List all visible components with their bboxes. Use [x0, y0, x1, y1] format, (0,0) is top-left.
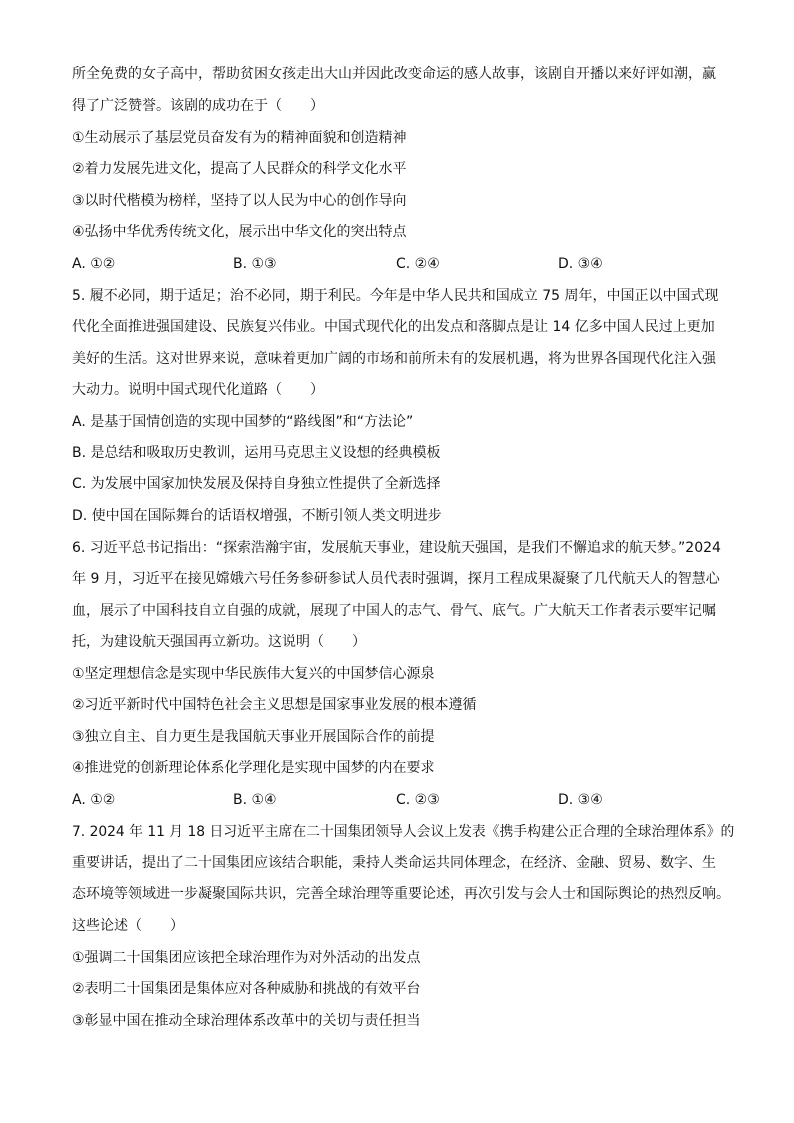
q5-option-a: A. 是基于国情创造的实现中国梦的“路线图”和“方法论”: [72, 414, 414, 430]
q5-option-c: C. 为发展中国家加快发展及保持自身独立性提供了全新选择: [72, 476, 441, 492]
q4-statement-2: ②着力发展先进文化，提高了人民群众的科学文化水平: [72, 161, 407, 177]
q7-stem-line-3: 态环境等领域进一步凝聚国际共识，完善全球治理等重要论述，再次引发与会人士和国际舆论的热烈反响。: [72, 886, 730, 902]
q7-statement-3: ③彰显中国在推动全球治理体系改革中的关切与责任担当: [72, 1013, 421, 1029]
q7-stem-line-2: 重要讲话，提出了二十国集团应该结合职能，秉持人类命运共同体理念，在经济、金融、贸易、数字、生: [72, 855, 716, 871]
q7-statement-2: ②表明二十国集团是集体应对各种威胁和挑战的有效平台: [72, 981, 421, 997]
q4-option-b: B. ①③: [233, 256, 277, 272]
q4-statement-4: ④弘扬中华优秀传统文化，展示出中华文化的突出特点: [72, 224, 407, 240]
q6-statement-4: ④推进党的创新理论体系化学理化是实现中国梦的内在要求: [72, 760, 435, 776]
q6-stem-line-2: 年 9 月，习近平在接见嫦娥六号任务参研参试人员代表时强调，探月工程成果凝聚了几代航天人的智慧心: [72, 571, 720, 587]
q5-stem-line-3: 美好的生活。这对世界来说，意味着更加广阔的市场和前所未有的发展机遇，将为世界各国现代化注入强: [72, 351, 716, 367]
q6-option-d: D. ③④: [558, 792, 603, 808]
q5-stem-line-4: 大动力。说明中国式现代化道路（ ）: [72, 382, 324, 398]
q6-option-a: A. ①②: [72, 792, 116, 808]
q4-stem-line-2: 得了广泛赞誉。该剧的成功在于（ ）: [72, 98, 324, 114]
q4-statement-3: ③以时代楷模为榜样，坚持了以人民为中心的创作导向: [72, 193, 407, 209]
q6-option-b: B. ①④: [233, 792, 277, 808]
q5-stem-line-2: 代化全面推进强国建设、民族复兴伟业。中国式现代化的出发点和落脚点是让 14 亿多中国人民过上更加: [72, 319, 715, 335]
q7-statement-1: ①强调二十国集团应该把全球治理作为对外活动的出发点: [72, 950, 421, 966]
q4-stem-line-1: 所全免费的女子高中，帮助贫困女孩走出大山并因此改变命运的感人故事，该剧自开播以来好评如潮，赢: [72, 66, 716, 82]
q5-option-d: D. 使中国在国际舞台的话语权增强，不断引领人类文明进步: [72, 508, 442, 524]
q6-statement-2: ②习近平新时代中国特色社会主义思想是国家事业发展的根本遵循: [72, 697, 477, 713]
q6-statement-1: ①坚定理想信念是实现中华民族伟大复兴的中国梦信心源泉: [72, 666, 435, 682]
q4-option-d: D. ③④: [558, 256, 603, 272]
q6-option-c: C. ②③: [396, 792, 440, 808]
q5-option-b: B. 是总结和吸取历史教训，运用马克思主义设想的经典模板: [72, 445, 441, 461]
q6-stem-line-1: 6. 习近平总书记指出：“探索浩瀚宇宙，发展航天事业，建设航天强国，是我们不懈追求的航天梦。”2024: [72, 540, 721, 556]
q4-option-c: C. ②④: [396, 256, 440, 272]
q7-stem-line-1: 7. 2024 年 11 月 18 日习近平主席在二十国集团领导人会议上发表《携手构建公正合理的全球治理体系》的: [72, 824, 735, 840]
q6-stem-line-3: 血，展示了中国科技自立自强的成就，展现了中国人的志气、骨气、底气。广大航天工作者表示要牢记嘱: [72, 603, 716, 619]
q6-statement-3: ③独立自主、自力更生是我国航天事业开展国际合作的前提: [72, 729, 435, 745]
q6-stem-line-4: 托，为建设航天强国再立新功。这说明（ ）: [72, 634, 366, 650]
q4-statement-1: ①生动展示了基层党员奋发有为的精神面貌和创造精神: [72, 130, 407, 146]
q5-stem-line-1: 5. 履不必同，期于适足；治不必同，期于利民。今年是中华人民共和国成立 75 周年，中国正以中国式现: [72, 288, 719, 304]
q7-stem-line-4: 这些论述（ ）: [72, 918, 184, 934]
q4-option-a: A. ①②: [72, 256, 116, 272]
